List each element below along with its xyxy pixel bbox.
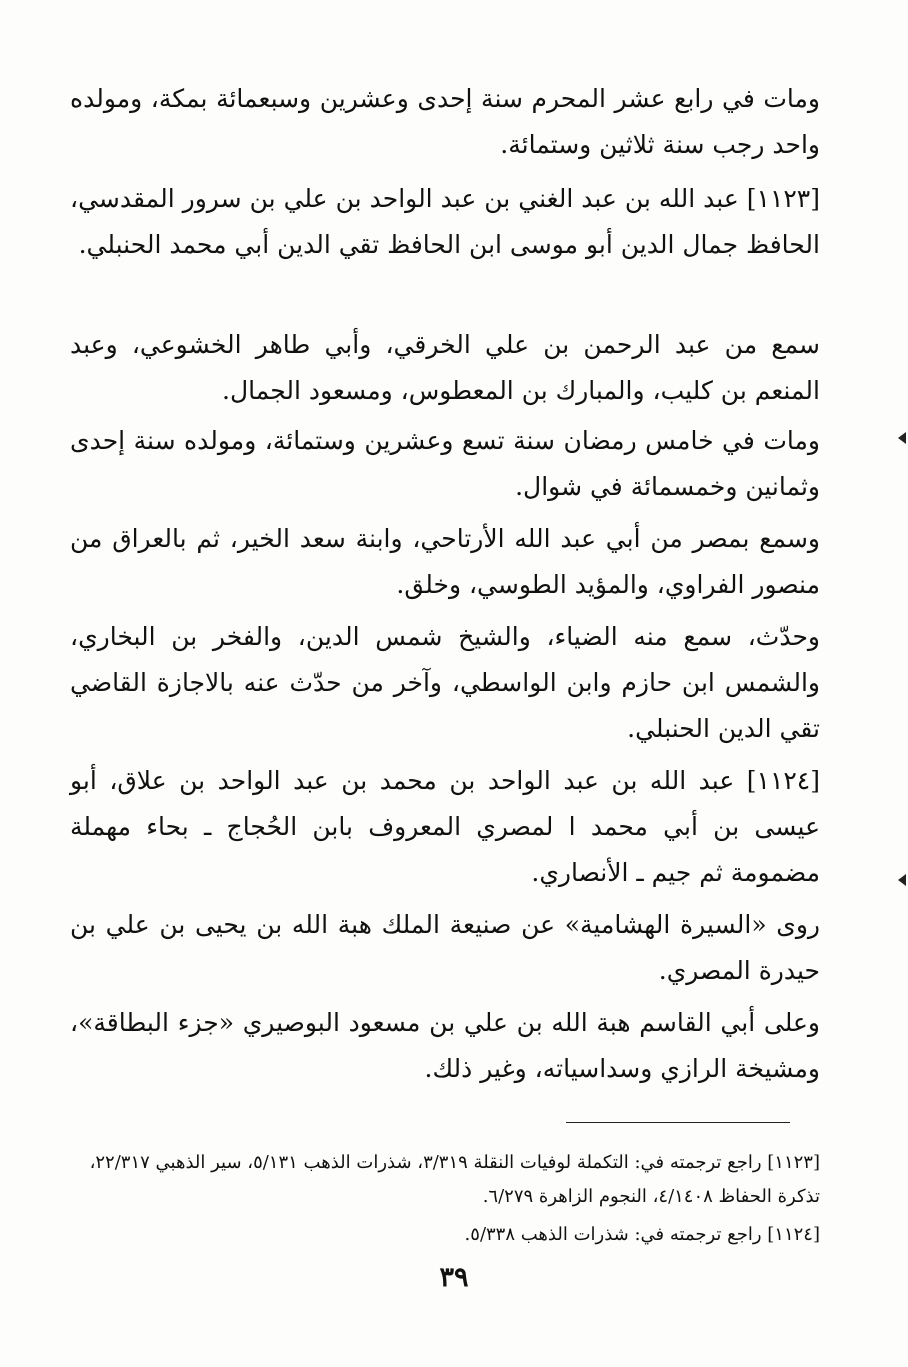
entry-1123-heading: [١١٢٣] عبد الله بن عبد الغني بن عبد الواحد بن علي بن سرور المقدسي، الحافظ جمال الدين أبو موسى ابن الحافظ تقي الدين أبي محمد الحنبلي. xyxy=(70,184,820,259)
paragraph-narration: وحدّث، سمع منه الضياء، والشيخ شمس الدين، والفخر بن البخاري، والشمس ابن حازم وابن الواسطي، وآخر من حدّث عنه بالاجازة القاضي تقي الدين الحنبلي. xyxy=(70,622,820,743)
paragraph-death-note: ومات في رابع عشر المحرم سنة إحدى وعشرين وسبعمائة بمكة، ومولده واحد رجب سنة ثلاثين وستمائة. xyxy=(70,84,820,159)
margin-mark xyxy=(898,432,906,444)
paragraph-juz: وعلى أبي القاسم هبة الله بن علي بن مسعود البوصيري «جزء البطاقة»، ومشيخة الرازي وسداسياته، وغير ذلك. xyxy=(70,1008,820,1083)
footnote-divider xyxy=(566,1122,790,1123)
footnote-1124: [١١٢٤] راجع ترجمته في: شذرات الذهب ٥/٣٣٨. xyxy=(464,1224,820,1245)
margin-mark xyxy=(898,874,906,886)
footnote-1123: [١١٢٣] راجع ترجمته في: التكملة لوفيات النقلة ٣/٣١٩، شذرات الذهب ٥/١٣١، سير الذهبي ٢٢/٣١٧، تذكرة الحفاظ ٤/١٤٠٨، النجوم الزاهرة ٦/٢٧٩. xyxy=(89,1152,820,1207)
page-number: ٣٩ xyxy=(439,1262,469,1293)
paragraph-sira: روى «السيرة الهشامية» عن صنيعة الملك هبة الله بن يحيى بن علي بن حيدرة المصري. xyxy=(70,910,820,985)
paragraph-teachers: سمع من عبد الرحمن بن علي الخرقي، وأبي طاهر الخشوعي، وعبد المنعم بن كليب، والمبارك بن المعطوس، ومسعود الجمال. xyxy=(70,330,820,405)
paragraph-death-birth: ومات في خامس رمضان سنة تسع وعشرين وستمائة، ومولده سنة إحدى وثمانين وخمسمائة في شوال. xyxy=(70,426,820,501)
entry-1124-heading: [١١٢٤] عبد الله بن عبد الواحد بن محمد بن عبد الواحد بن علاق، أبو عيسى بن أبي محمد ا لمصري المعروف بابن الحُجاج ـ بحاء مهملة مضمومة ثم جيم ـ الأنصاري. xyxy=(70,766,820,887)
paragraph-studies: وسمع بمصر من أبي عبد الله الأرتاحي، وابنة سعد الخير، ثم بالعراق من منصور الفراوي، والمؤيد الطوسي، وخلق. xyxy=(70,524,820,599)
